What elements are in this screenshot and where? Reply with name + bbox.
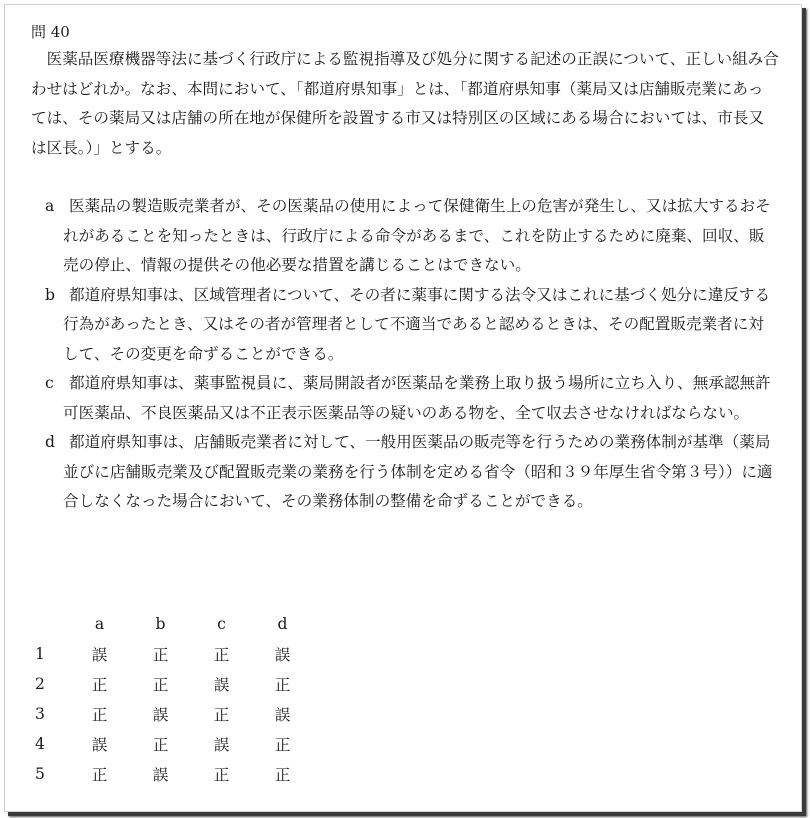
table-cell: 正 (152, 676, 169, 694)
table-cell: 正 (213, 706, 230, 724)
table-cell: 誤 (91, 646, 108, 664)
choice-number: 4 (35, 735, 45, 753)
table-row (31, 669, 313, 699)
table-cell: 正 (274, 736, 291, 754)
choice-number: 3 (35, 705, 45, 723)
statement-label: d (45, 433, 55, 451)
column-header: a (94, 615, 105, 633)
table-cell: 正 (152, 736, 169, 754)
column-header: d (277, 615, 288, 633)
document-page (4, 4, 802, 812)
statement-text: 都道府県知事は、薬事監視員に、薬局開設者が医薬品を業務上取り扱う場所に立ち入り、無承認無許可医薬品、不良医薬品又は不正表示医薬品等の疑いのある物を、全て収去させなければならない。 (63, 374, 771, 422)
table-header-row (31, 609, 313, 639)
choice-number: 1 (35, 645, 45, 663)
table-cell: 正 (213, 766, 230, 784)
table-cell: 正 (274, 676, 291, 694)
table-cell: 正 (91, 706, 108, 724)
statement-label: c (45, 374, 54, 392)
statement-c (45, 369, 779, 428)
choice-number: 5 (35, 765, 45, 783)
table-row (31, 729, 313, 759)
answer-choices-table (31, 609, 313, 789)
statement-a (45, 192, 779, 281)
table-row (31, 759, 313, 789)
statement-text: 医薬品の製造販売業者が、その医薬品の使用によって保健衛生上の危害が発生し、又は拡大するおそれがあることを知ったときは、行政庁による命令があるまで、これを防止するために廃棄、回収、販売の停止、情報の提供その他必要な措置を講じることはできない。 (63, 197, 771, 274)
question-stem: 医薬品医療機器等法に基づく行政庁による監視指導及び処分に関する記述の正誤について、正しい組み合わせはどれか。なお、本問において、「都道府県知事」とは、「都道府県知事（薬局又は店舗販売業にあっては、その薬局又は店舗の所在地が保健所を設置する市又は特別区の区域にある場合においては、市長又は区長。）」とする。 (31, 50, 779, 157)
table-cell: 正 (274, 766, 291, 784)
table-cell: 正 (152, 646, 169, 664)
spacer (31, 163, 779, 192)
table-row (31, 699, 313, 729)
table-cell: 誤 (152, 706, 169, 724)
table-cell: 誤 (91, 736, 108, 754)
column-header: b (155, 615, 166, 633)
table-row (31, 639, 313, 669)
statement-d (45, 428, 779, 517)
table-cell: 誤 (274, 646, 291, 664)
table-cell: 誤 (152, 766, 169, 784)
table-cell: 誤 (213, 736, 230, 754)
statement-b (45, 281, 779, 370)
table-cell: 正 (213, 646, 230, 664)
statement-label: b (45, 285, 55, 304)
statement-text: 都道府県知事は、店舗販売業者に対して、一般用医薬品の販売等を行うための業務体制が基準（薬局並びに店舗販売業及び配置販売業の業務を行う体制を定める省令（昭和３９年厚生省令第３号））に適合しなくなった場合において、その業務体制の整備を命ずることができる。 (63, 433, 773, 510)
question-number: 問 40 (31, 23, 70, 41)
table-cell: 誤 (274, 706, 291, 724)
table-cell: 正 (91, 766, 108, 784)
table-cell: 正 (91, 676, 108, 694)
question-content (31, 19, 779, 517)
choice-number: 2 (35, 675, 45, 693)
table-cell: 誤 (213, 676, 230, 694)
column-header: c (217, 615, 226, 633)
statement-label: a (45, 197, 55, 215)
statement-text: 都道府県知事は、区域管理者について、その者に薬事に関する法令又はこれに基づく処分に違反する行為があったとき、又はその者が管理者として不適当であると認めるときは、その配置販売業者に対して、その変更を命ずることができる。 (63, 285, 771, 363)
header-empty (31, 609, 69, 639)
